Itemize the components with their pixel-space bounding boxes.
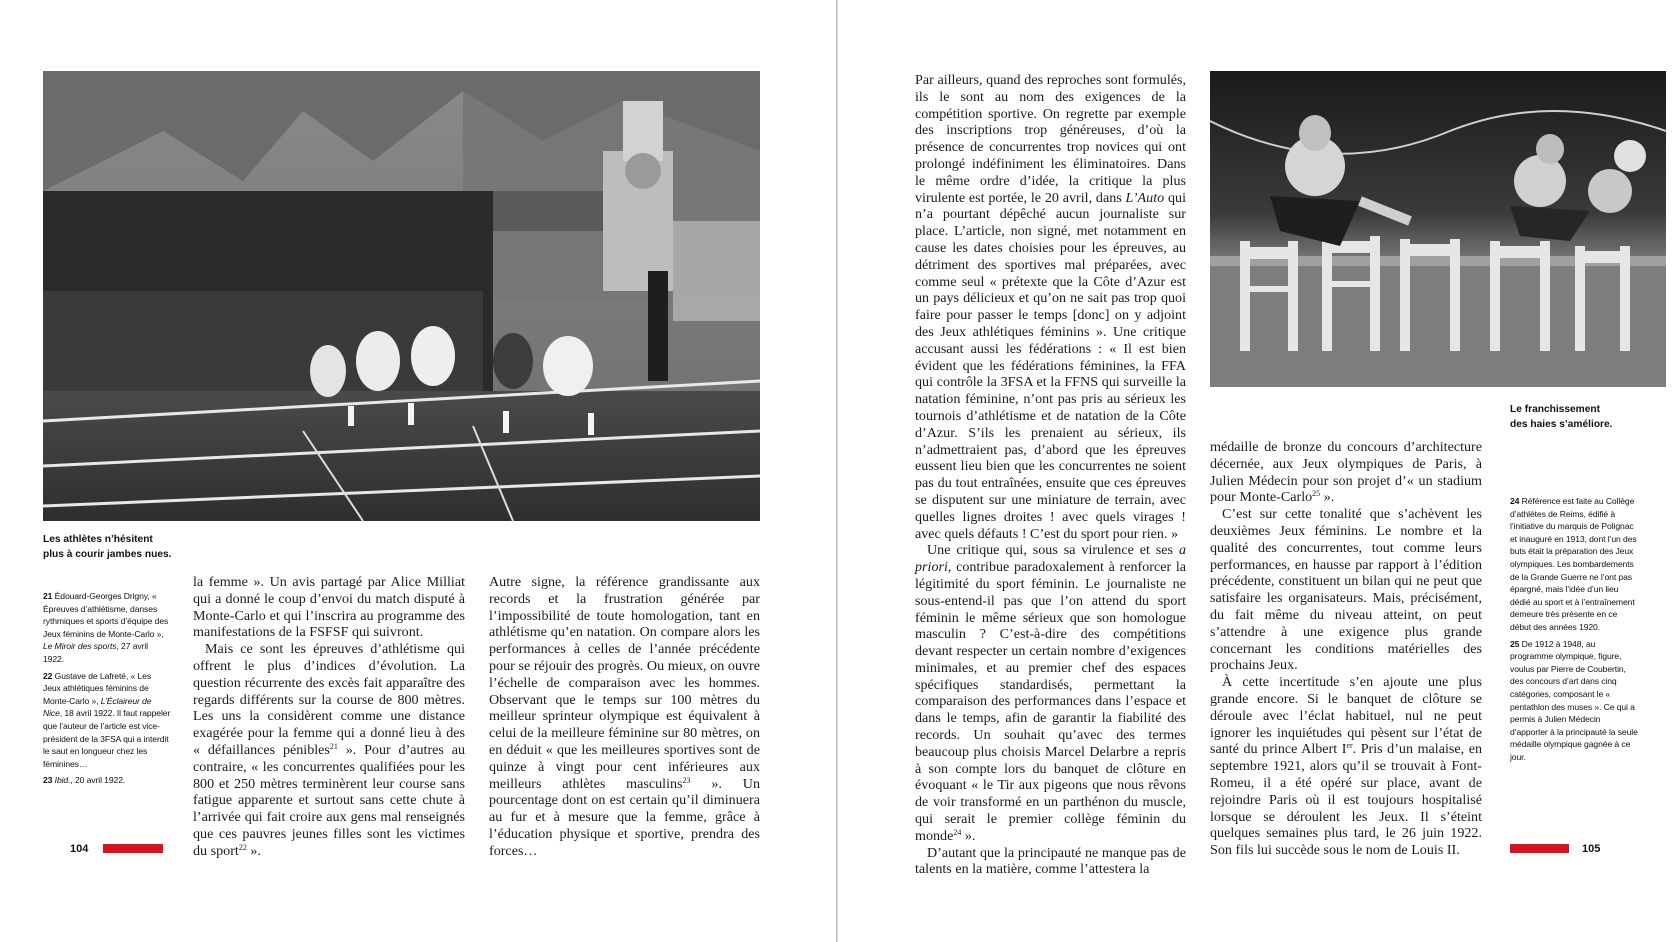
paragraph-text: Une critique qui, sous sa virulence et ses <box>927 542 1179 559</box>
hurdles-photo <box>1210 71 1666 387</box>
page-number: 104 <box>70 843 89 855</box>
paragraph <box>489 574 760 860</box>
footnote-23 <box>43 774 171 787</box>
paragraph-text: la femme ». Un avis partagé par Alice Milliat qui a donné le coup d’envoi du match disputé à Monte-Carlo et qui l’inscrira au programme des manifestations de la FSFSF qui suivront. <box>193 574 465 641</box>
footnote-number: 25 <box>1510 638 1520 649</box>
paragraph <box>915 72 1186 542</box>
footnote-text: , 27 avril 1922. <box>43 641 148 664</box>
paragraph-text: Autre signe, la référence grandissante aux records et la frustration générée par l’impossibilité de toute homologation, tant en athlétisme qu’en natation. On compare alors les performances à celles de l’année précédente pour se réjouir des progrès. Ou mieux, on ouvre l’échelle de comparaison avec les hommes. Observant que le temps sur 100 mètres du meilleur sprinteur olympique est équivalent à celui de la meilleure féminine sur 80 mètres, on en déduit « que les meilleures sportives sont de quinze à vingt pour cent inférieures aux meilleurs athlètes masculins <box>489 574 760 792</box>
paragraph-text: ». <box>246 842 261 859</box>
footnote-21 <box>43 590 171 666</box>
hurdles-photo-image <box>1210 71 1666 387</box>
footnote-italic: Ibid. <box>54 775 71 786</box>
caption-line: des haies s’améliore. <box>1510 419 1613 430</box>
text-column-2 <box>1210 439 1482 859</box>
paragraph <box>915 542 1186 844</box>
sprint-race-photo-image <box>43 71 760 521</box>
paragraph-text: , contribue paradoxalement à renforcer la légitimité du sport féminin. Le journaliste ne sous-entend-il pas que l’on attend du sport féminin le même sérieux que son homologue masculin ? C’est-à-dire des compétitions devant respecter un certain nombre d’exigences minimales, et au premier chef des espaces spécifiques standardisés, permettant la comparaison des performances dans l’espace et dans le temps, afin de garantir la fiabilité des records. Un souhait qu’avec des termes beaucoup plus choisis Marcel Delarbre a repris à son compte lors du banquet de clôture en évoquant « le Tir aux pigeons que nous rêvons de voir transformé en un parthénon du muscle, qui serait le premier collège féminin du monde <box>915 559 1186 844</box>
footnote-ref: er <box>1346 741 1353 751</box>
footnote-text: Gustave de Lafreté, « Les Jeux athlétiques féminins de Monte-Carlo », <box>43 670 152 706</box>
paragraph-text: ». <box>961 827 976 844</box>
caption-line: Les athlètes n’hésitent <box>43 534 153 545</box>
paragraph-text: Par ailleurs, quand des reproches sont formulés, ils le sont au nom des exigences de la compétition sportive. On regrette par exemple des inscriptions trop généreuses, d’où la présence de concurrentes trop novices qui ont prolongé indéfiniment les éliminatoires. Dans le même ordre d’idée, la critique la plus virulente est portée, le 20 avril, dans <box>915 72 1186 206</box>
text-column-1 <box>915 72 1186 878</box>
photo-caption <box>43 532 193 562</box>
footnote-25 <box>1510 638 1638 764</box>
footnote-22 <box>43 670 171 771</box>
footnote-number: 21 <box>43 591 53 601</box>
paragraph-text: ». Pour d’autres au contraire, « les concurrentes qualifiées pour les 800 et 250 mètres terminèrent leur course sans fatigue apparente et surtout sans cette chute à l’arrivée qui fait croire aux gens mal renseignés que ces pauvres jeunes filles sont les victimes du sport <box>193 741 466 859</box>
footnote-24 <box>1510 495 1638 634</box>
paragraph-text: . Pris d’un malaise, en septembre 1921, alors qu’il se trouvait à Font-Romeu, il a été opéré sur place, avant de rejoindre Paris où il est toujours hospitalisé lorsque se déroulent les Jeux. Il s’éteint quelques semaines plus tard, le 26 juin 1922. Son fils lui succède sous le nom de Louis II. <box>1210 741 1482 859</box>
footnote-italic: Le Miroir des sports <box>43 641 117 652</box>
footnotes <box>1510 495 1638 767</box>
paragraph-italic: L’Auto <box>1125 189 1165 206</box>
red-accent-bar <box>103 844 163 853</box>
right-page <box>838 0 1674 942</box>
footnote-text: , 18 avril 1922. Il faut rappeler que l’auteur de l’article est vice-président de la 3FSA qui a interdit le saut en longueur chez les féminines… <box>43 708 171 769</box>
paragraph-text: ». <box>1320 489 1335 506</box>
left-page <box>0 0 836 942</box>
footnote-text: , 20 avril 1922. <box>70 775 126 786</box>
text-column-2 <box>489 574 760 860</box>
footnote-ref: 22 <box>238 842 247 852</box>
photo-caption <box>1510 402 1660 432</box>
footnote-text: Référence est faite au Collège d’athlètes de Reims, édifié à l’initiative du marquis de Polignac et inauguré en 1913, dont l’un des buts était la préparation des Jeux olympiques. Les bombardements de la Grande Guerre ne l’ont pas épargné, mais l’idée d’un lieu dédié au sport et à l’entraînement demeure très présente en ce début des années 1920. <box>1510 496 1637 632</box>
caption-line: Le franchissement <box>1510 404 1601 415</box>
paragraph-text: qui n’a pourtant dépêché aucun journaliste sur place. L’article, non signé, met notamment en cause les dates choisies pour les épreuves, au détriment des sportives mal préparées, avec comme seul « prétexte que la Côte d’Azur est un pays délicieux et qu’on ne sait pas trop quoi faire pour passer le temps [donc] on y adjoint des Jeux athlétiques féminins ». Une critique accusant aussi les fédérations : « Il est bien évident que les fédérations féminines, la FFA qui contrôle la 3FSA et la FFNS qui surveille la natation féminine, n’ont pas pris au sérieux les tournois d’athlétisme et de natation de la Côte d’Azur. S’ils les prenaient au sérieux, ils n’admettraient pas, d’abord que les épreuves eussent lieu bien que les concurrentes ne soient pas du tout entraînées, ensuite que ces épreuves se disputent sur une miniature de terrain, avec quelles lignes droites ! avec quels virages ! avec quels défauts ! C’est du sport pour rien. » <box>915 189 1186 542</box>
paragraph-text: ». Un pourcentage dont on est certain qu’il diminuera au fur et à mesure que la femme, grâce à l’éducation physique et sportive, prendra des forces… <box>489 775 760 859</box>
caption-line: plus à courir jambes nues. <box>43 549 172 560</box>
footnote-text: Édouard-Georges Drigny, « Épreuves d’athlétisme, danses rythmiques et sports d’équipe des Jeux féminins de Monte-Carlo », <box>43 591 169 639</box>
footnote-number: 22 <box>43 670 53 681</box>
paragraph-text: C’est sur cette tonalité que s’achèvent les deuxièmes Jeux féminins. Le nombre et la qualité des concurrentes, tout comme leurs performances, en hausse par rapport à l’édition précédente, constituent un bilan qui ne peut que satisfaire les organisateurs. Mais, précisément, du fait même du niveau atteint, on peut s’attendre à une exigence plus grande concernant les conditions matérielles des prochains Jeux. <box>1210 506 1482 674</box>
paragraph <box>915 845 1186 879</box>
footnote-ref: 21 <box>329 741 338 751</box>
paragraph <box>1210 506 1482 674</box>
paragraph-italic: a priori <box>915 542 1186 576</box>
footnotes <box>43 590 171 791</box>
paragraph-text: médaille de bronze du concours d’architecture décernée, aux Jeux olympiques de Paris, à Julien Médecin pour son projet d’« un stadium pour Monte-Carlo <box>1210 439 1482 506</box>
paragraph <box>193 574 465 641</box>
footnote-number: 24 <box>1510 496 1520 506</box>
paragraph <box>1210 439 1482 506</box>
red-accent-bar <box>1510 844 1569 853</box>
footnote-ref: 24 <box>953 827 962 837</box>
footnote-italic: L’Éclaireur de Nice <box>43 695 152 719</box>
paragraph-text: À cette incertitude s’en ajoute une plus grande encore. Si le banquet de clôture se déroule avec l’éclat habituel, nul ne peut ignorer les inquiétudes qui pèsent sur l’état de santé du prince Albert I <box>1210 674 1482 758</box>
footnote-ref: 25 <box>1312 489 1321 499</box>
paragraph-text: D’autant que la principauté ne manque pas de talents en la matière, comme l’attestera la <box>915 844 1186 878</box>
paragraph <box>1210 674 1482 859</box>
footnote-number: 23 <box>43 775 53 786</box>
paragraph <box>193 641 465 859</box>
sprint-race-photo <box>43 71 760 521</box>
page-number: 105 <box>1582 843 1601 855</box>
footnote-ref: 23 <box>682 775 691 785</box>
text-column-1 <box>193 574 465 860</box>
paragraph-text: Mais ce sont les épreuves d’athlétisme qui offrent le plus d’indices d’évolution. La question récurrente des excès fait apparaître des regards différents sur la course de 800 mètres. Les uns la considèrent comme une distance exagérée pour la femme qui a donné lieu à des « défaillances pénibles <box>193 641 465 758</box>
footnote-text: De 1912 à 1948, au programme olympique, figure, voulus par Pierre de Coubertin, des concours d’art dans cinq catégories, composant le « pentathlon des muses ». Ce qui a permis à Julien Médecin d’apporter à la principauté la seule médaille olympique gagnée à ce jour. <box>1510 638 1638 762</box>
